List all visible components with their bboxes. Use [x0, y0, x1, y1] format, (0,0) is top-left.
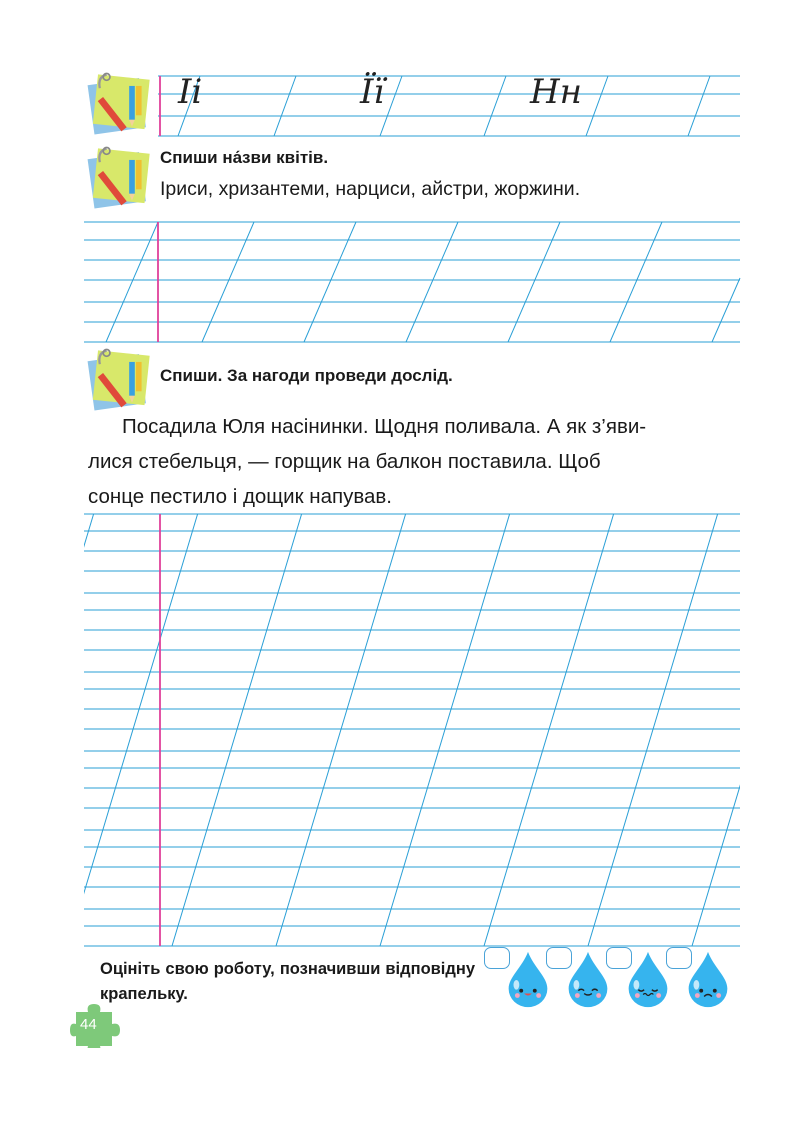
- slant-line: [588, 514, 718, 946]
- slant-line: [380, 514, 510, 946]
- neutral-drop-icon[interactable]: [626, 950, 670, 1010]
- notes-pencil-icon: [84, 144, 154, 212]
- task2-line3: сонце пестило і дощик напував.: [88, 485, 393, 508]
- task1-writing-area: [84, 218, 744, 346]
- slant-line: [276, 514, 406, 946]
- slant-line: [172, 514, 302, 946]
- slant-line: [692, 514, 744, 946]
- smiling-drop-icon[interactable]: [566, 950, 610, 1010]
- task2-paragraph: [88, 409, 740, 514]
- task2-line1: Посадила Юля насінинки. Щодня поливала. А як з’яви-: [122, 415, 647, 438]
- letter-yi-sample: Її: [360, 72, 385, 112]
- letter-n-sample: Нн: [530, 72, 583, 112]
- task2-title: Спиши. За нагоди проведи дослід.: [160, 366, 453, 385]
- task2-writing-area: [84, 510, 744, 948]
- task1-text: Іриси, хризантеми, нарциси, айстри, жоржини.: [160, 178, 581, 200]
- slant-line: [84, 514, 94, 946]
- self-assessment-text: Оцініть свою роботу, позначивши відповідну крапельку.: [100, 960, 475, 1003]
- page-number: 44: [80, 1016, 97, 1033]
- happy-drop-icon[interactable]: [506, 950, 550, 1010]
- letter-i-sample: Іі: [178, 72, 203, 112]
- task1-title: Спиши на́зви квітів.: [160, 148, 329, 167]
- slant-line: [484, 514, 614, 946]
- slant-line: [84, 514, 198, 946]
- sad-drop-icon[interactable]: [686, 950, 730, 1010]
- page-number-badge: [70, 1002, 120, 1048]
- notes-pencil-icon: [84, 346, 154, 414]
- task2-line2: лися стебельця, — горщик на балкон поставила. Щоб: [88, 450, 601, 473]
